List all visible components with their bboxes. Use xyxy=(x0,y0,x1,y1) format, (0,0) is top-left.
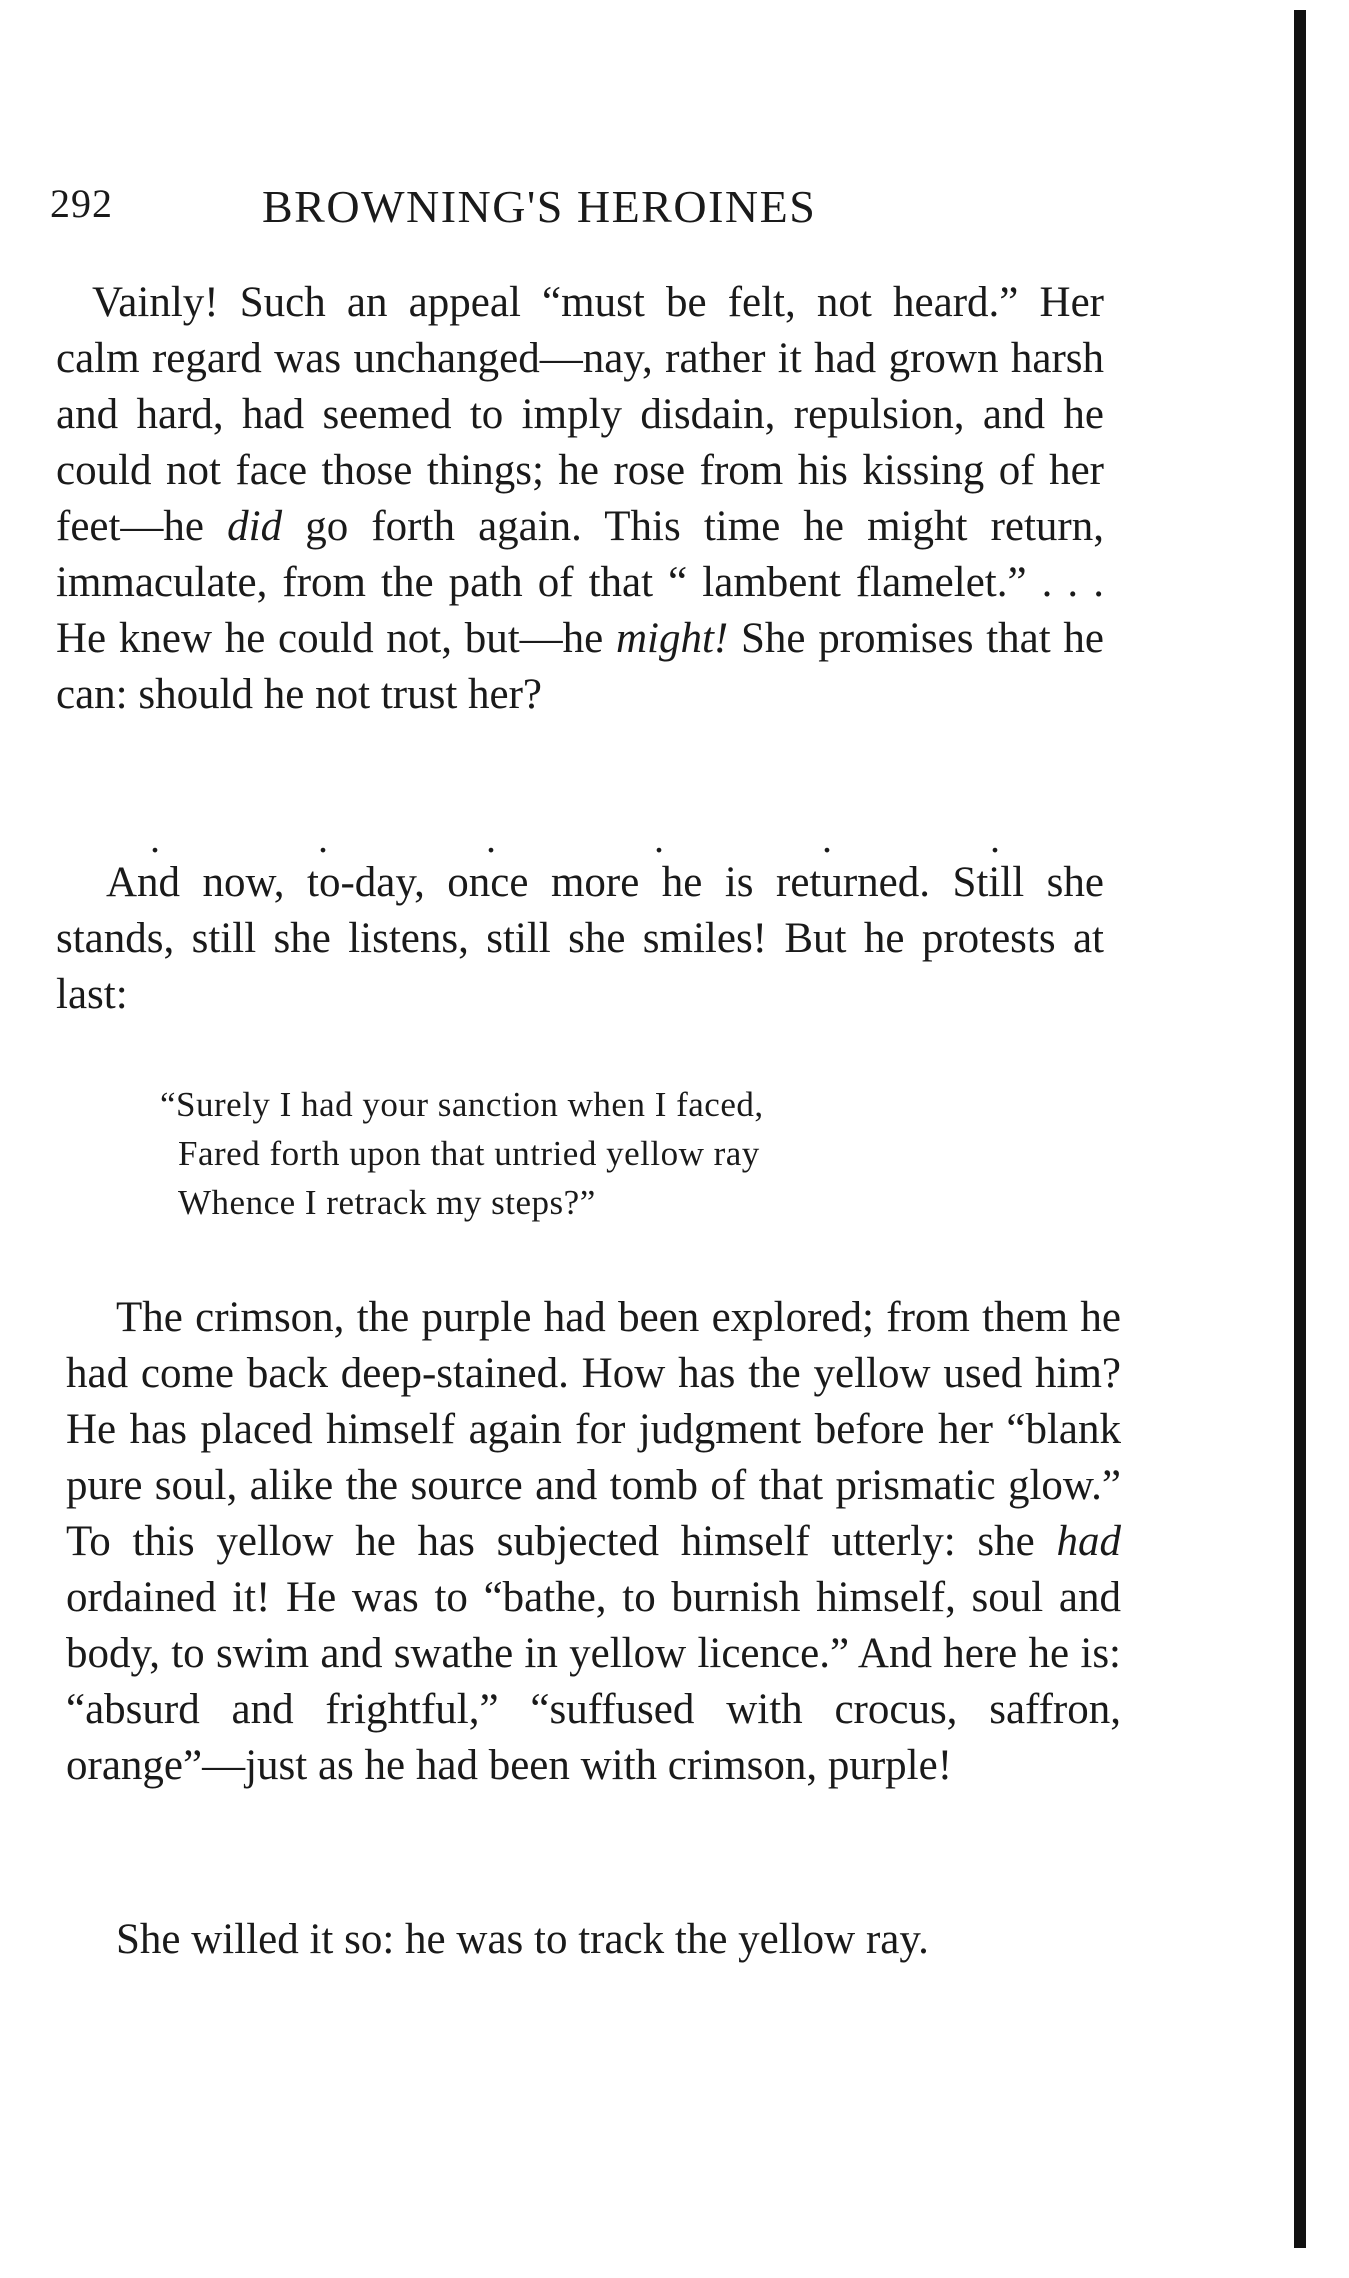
italic-word: did xyxy=(227,503,283,550)
verse-line: Whence I retrack my steps?” xyxy=(178,1183,596,1222)
italic-word: might! xyxy=(615,615,729,662)
italic-word: had xyxy=(1056,1518,1121,1565)
verse-quotation xyxy=(160,1080,960,1227)
text-run: go forth again. This time he might return, immaculate, from the path of that “ lambent flamelet.” . . . He knew he could not, but—he xyxy=(56,503,1104,662)
paragraph-crimson xyxy=(66,1290,1121,1794)
paragraph-vainly xyxy=(56,275,1104,723)
paragraph-text: And now, to-day, once more he is returned. Still she stands, still she listens, still she smiles! But he protests at last: xyxy=(56,859,1104,1018)
text-run: Vainly! Such an appeal “must be felt, not heard.” Her calm regard was unchanged—nay, rather it had grown harsh and hard, had seemed to imply disdain, repulsion, and he could not face those things; he rose from his kissing of her feet—he xyxy=(56,279,1104,550)
verse-line: “Surely I had your sanction when I faced, xyxy=(160,1085,764,1124)
paragraph-text xyxy=(56,275,1104,723)
paragraph-and-now xyxy=(56,855,1104,1023)
paragraph-text: She willed it so: he was to track the yellow ray. xyxy=(116,1916,929,1963)
page-number: 292 xyxy=(50,181,113,226)
page-edge-rule xyxy=(1294,10,1306,2248)
running-title: BROWNING'S HEROINES xyxy=(262,181,817,232)
break-dot: . xyxy=(486,816,496,861)
break-dot: . xyxy=(654,816,664,861)
verse-line: Fared forth upon that untried yellow ray xyxy=(178,1134,760,1173)
text-run: She promises that he can: should he not trust her? xyxy=(56,615,1104,718)
running-head xyxy=(50,180,950,240)
paragraph-text xyxy=(66,1290,1121,1794)
text-run: ordained it! He was to “bathe, to burnish himself, soul and body, to swim and swathe in yellow licence.” And here he is: “absurd and frightful,” “suffused with crocus, saffron, orange”—just as he had been with crimson, purple! xyxy=(66,1574,1121,1789)
break-dot: . xyxy=(822,816,832,861)
break-dot: . xyxy=(318,816,328,861)
break-dot: . xyxy=(990,816,1000,861)
break-dot: . xyxy=(150,816,160,861)
text-run: The crimson, the purple had been explored; from them he had come back deep-stained. How has the yellow used him? He has placed himself again for judgment before her “blank pure soul, alike the source and tomb of that prismatic glow.” To this yellow he has subjected himself utterly: she xyxy=(66,1294,1121,1565)
paragraph-she-willed xyxy=(66,1912,1121,1968)
